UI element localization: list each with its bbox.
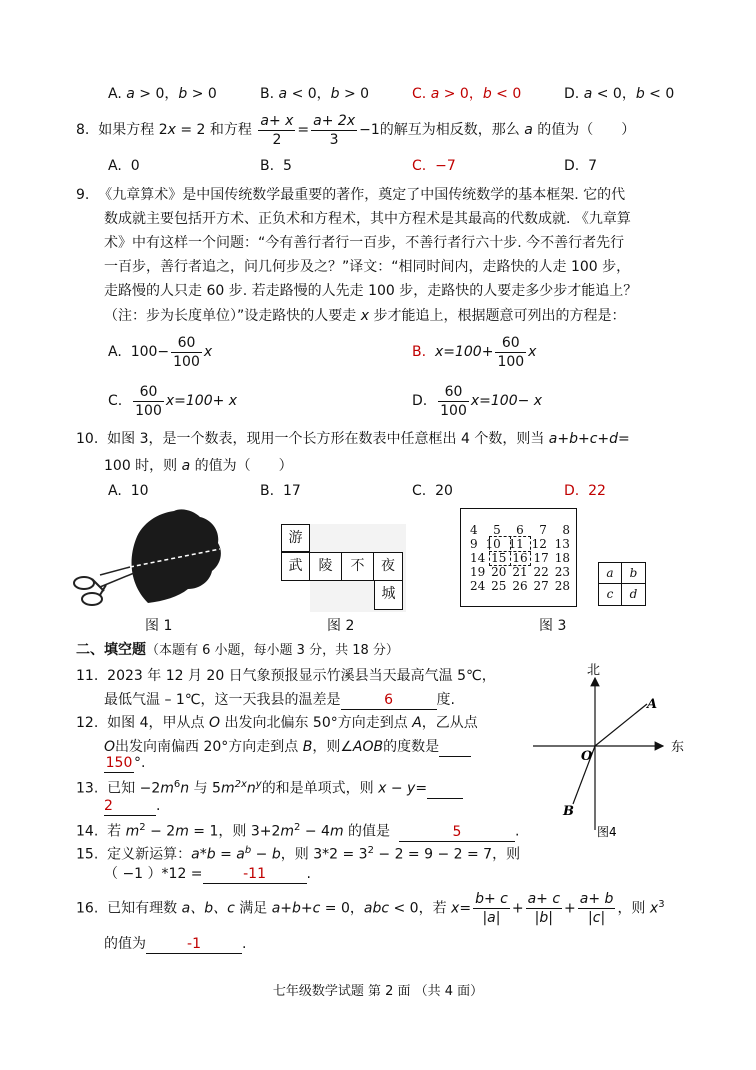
section-2-title: 二、填空题（本题有 6 小题，每小题 3 分，共 18 分） [76,642,399,658]
fig3-row: 24 25 26 27 28 [470,579,570,593]
figure-4-direction-diagram [525,660,705,850]
q8-option-a: A. 0 [108,158,140,174]
q9-option-a: A. 100− $\frac{60}{100}$ x [108,334,213,370]
figure-2-caption: 图 2 [327,618,355,634]
q15-answer: -11 [203,865,307,884]
ray-oa [595,704,647,746]
q10-option-a: A. 10 [108,483,149,499]
fig2-cell: 武 [281,552,310,581]
figure-3-caption: 图 3 [539,618,567,634]
q8-option-c: C. −7 [412,158,456,174]
q7-option-d: D. a < 0，b < 0 [564,86,675,102]
figure-1-leaf-scissors [70,505,230,615]
q9-line-5: 走路慢的人只走 60 步. 若走路慢的人先走 100 步，走路快的人要走多少步才能追上？ [104,283,638,299]
q14-line: 14. 若 $m^2 - 2m = 1$，则 $3+2m^2 - 4m$ 的值是 5 . [76,822,520,840]
q12-line-2: O出发向南偏西 20°方向走到点 B，则∠AOB的度数是 [104,738,471,757]
q15-line-1: 15. 定义新运算：$a*b = a^b - b$，则 $3*2 = 3^2 - 2 = 9 - 2 = 7$，则 [76,845,521,863]
fig3-row: 14 15 16 17 18 [470,551,570,565]
fig2-cell: 不 [342,552,374,581]
figure-3-abcd-box: a b c d [598,562,646,606]
q9-line-3: 术》中有这样一个问题：“今有善行者行一百步，不善行者行六十步. 今不善行者先行 [104,235,625,251]
q9-line-4: 一百步，善行者追之，问几何步及之？”译文：“相同时间内，走路快的人走 100 步， [104,259,631,275]
point-a-label: A [647,697,658,712]
q10-option-c: C. 20 [412,483,453,499]
figure-4-caption: 图4 [597,825,617,839]
leaf-silhouette [132,509,221,603]
q7-option-b: B. a < 0，b > 0 [260,86,370,102]
scissors-handle-1 [74,577,94,589]
q12-line-3: 150 °. [105,755,146,771]
scissors-handle-2 [82,593,102,605]
q10-option-d: D. 22 [564,483,606,499]
east-label: 东 [671,740,685,755]
q8-option-b: B. 5 [260,158,292,174]
north-label: 北 [587,663,601,678]
figure-3-number-table [460,508,577,607]
fig2-cell: 城 [374,581,403,610]
q10-line-2: 100 时，则 a 的值为（ ） [104,458,293,474]
fig3-row: 19 20 21 22 23 [470,565,570,579]
point-o-label: O [581,749,593,764]
fig2-cell: 陵 [310,552,342,581]
q12-answer: 150 [105,755,133,771]
q15-line-2: （ −1 ）*12 = -11 . [104,866,311,882]
q11-answer: 6 [341,691,437,710]
q8-option-d: D. 7 [564,158,598,174]
fig3-row: 9 10 11 12 13 [470,537,570,551]
q10-line-1: 10. 如图 3，是一个数表，现用一个长方形在数表中任意框出 4 个数，则当 a+b+c+d= [76,431,630,447]
q10-option-b: B. 17 [260,483,301,499]
q9-option-b: B. x=100+ $\frac{60}{100}$ x [412,334,537,370]
q13-line-1: 13. 已知 $-2m^6n$ 与 $5m^{2x}n^y$的和是单项式，则 x − y= [76,776,463,799]
q8-fraction-1: $\frac{a+ x}{2}$ [260,112,294,148]
q16-line-1: 16. 已知有理数 a、b、c 满足 a+b+c = 0，abc < 0，若 x= $\frac{b+ c}{|a|}$ + $\frac{a+ c}{|b|}$ + $\frac{a+ b}{|c|}$ ，则 $x^3$ [76,891,665,927]
q16-line-2: 的值为 -1 . [104,936,247,952]
q9-line-1: 9. 《九章算术》是中国传统数学最重要的著作，奠定了中国传统数学的基本框架. 它的代 [76,187,626,203]
fig2-cell: 夜 [374,552,403,581]
q16-answer: -1 [146,935,242,954]
q13-answer: 2 [104,797,156,816]
figure-1-caption: 图 1 [145,618,173,634]
q12-line-1: 12. 如图 4，甲从点 O 出发向北偏东 50°方向走到点 A，乙从点 [76,715,478,731]
q9-option-d: D. $\frac{60}{100}$ x=100− x [412,383,543,419]
q7-option-a: A. a > 0，b > 0 [108,86,217,102]
q7-option-c: C. a > 0，b < 0 [412,86,522,102]
q11-line-2: 最低气温 – 1℃，这一天我县的温差是 6 度. [104,692,455,708]
figure-2-net [281,524,406,612]
fig2-cell: 游 [281,524,310,552]
q13-line-2: 2 . [104,798,161,814]
fig3-row: 4 5 6 7 8 [470,523,570,537]
q9-line-2: 数成就主要包括开方术、正负术和方程术，其中方程术是其最高的代数成就. 《九章算 [104,211,631,227]
q11-line-1: 11. 2023 年 12 月 20 日气象预报显示竹溪县当天最高气温 5℃， [76,668,496,684]
q14-answer: 5 [399,823,515,842]
q8-fraction-2: $\frac{a+ 2x}{3}$ [313,112,356,148]
point-b-label: B [563,804,574,819]
q9-line-6: （注：步为长度单位）”设走路快的人要走 x 步才能追上，根据题意可列出的方程是： [104,308,626,324]
page-footer: 七年级数学试题 第 2 面 （共 4 面） [272,984,484,999]
q8-stem: 8. 如果方程 2x = 2 和方程 $\frac{a+ x}{2}$ = $\frac{a+ 2x}{3}$ −1的解互为相反数，那么 a 的值为（ ） [76,112,636,148]
q9-option-c: C. $\frac{60}{100}$ x=100+ x [108,383,238,419]
